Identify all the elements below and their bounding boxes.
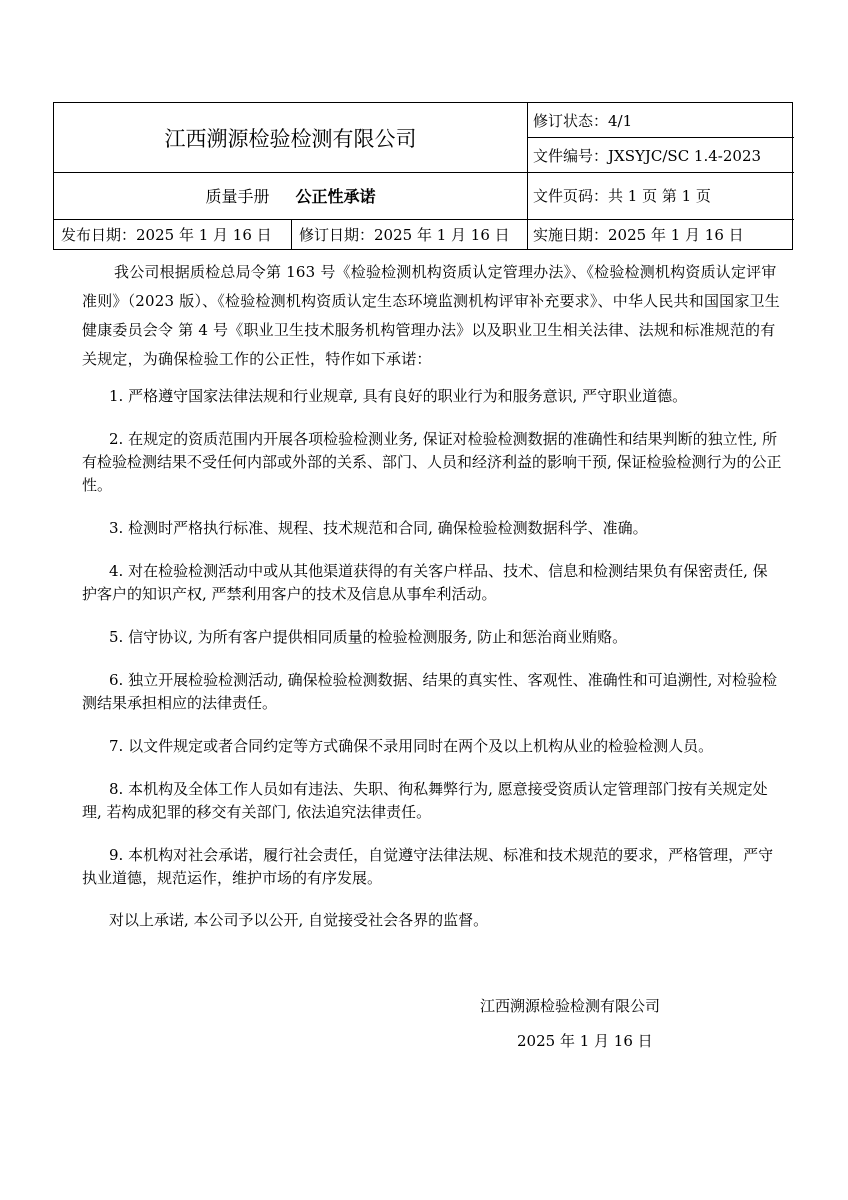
signature-company: 江西溯源检验检测有限公司 xyxy=(480,997,661,1015)
commitment-item: 8. 本机构及全体工作人员如有违法、失职、徇私舞弊行为, 愿意接受资质认定管理部门按有关规定处理, 若构成犯罪的移交有关部门, 依法追究法律责任。 xyxy=(82,780,768,821)
commitment-item: 5. 信守协议, 为所有客户提供相同质量的检验检测服务, 防止和惩治商业贿赂。 xyxy=(109,628,628,646)
signature-date: 2025 年 1 月 16 日 xyxy=(517,1032,653,1050)
manual-title-row xyxy=(54,172,527,219)
commitment-item: 2. 在规定的资质范围内开展各项检验检测业务, 保证对检验检测数据的准确性和结果判断的独立性, 所有检验检测结果不受任何内部或外部的关系、部门、人员和经济利益的影响干预, 保证检验检测行为的公正性。 xyxy=(82,430,782,494)
effective-date: 实施日期：2025 年 1 月 16 日 xyxy=(533,226,744,244)
commitment-item: 7. 以文件规定或者合同约定等方式确保不录用同时在两个及以上机构从业的检验检测人员。 xyxy=(109,737,714,755)
revision-date: 修订日期：2025 年 1 月 16 日 xyxy=(299,226,510,244)
document-header-table xyxy=(53,102,793,250)
commitment-item: 3. 检测时严格执行标准、规程、技术规范和合同, 确保检验检测数据科学、准确。 xyxy=(109,519,648,537)
commitment-body xyxy=(82,258,782,932)
document-number: 文件编号：JXSYJC/SC 1.4-2023 xyxy=(533,146,762,165)
commitment-item: 1. 严格遵守国家法律法规和行业规章, 具有良好的职业行为和服务意识, 严守职业道德。 xyxy=(109,387,688,405)
revision-status: 修订状态：4/1 xyxy=(533,111,633,130)
issue-date: 发布日期：2025 年 1 月 16 日 xyxy=(61,226,272,244)
commitment-item: 4. 对在检验检测活动中或从其他渠道获得的有关客户样品、技术、信息和检测结果负有保密责任, 保护客户的知识产权, 严禁利用客户的技术及信息从事牟利活动。 xyxy=(82,562,768,603)
page-info: 文件页码：共 1 页 第 1 页 xyxy=(533,187,711,205)
intro-paragraph: 我公司根据质检总局令第 163 号《检验检测机构资质认定管理办法》、《检验检测机构资质认定评审准则》（2023 版）、《检验检测机构资质认定生态环境监测机构评审补充要求》、中华人民共和国国家卫生健康委员会令 第 4 号《职业卫生技术服务机构管理办法》以及职业卫生相关法律、法规和标准规范的有关规定，为确保检验工作的公正性，特作如下承诺： xyxy=(82,263,780,368)
commitment-item: 9. 本机构对社会承诺，履行社会责任，自觉遵守法律法规、标准和技术规范的要求，严格管理，严守执业道德，规范运作，维护市场的有序发展。 xyxy=(82,846,774,887)
manual-title: 公正性承诺 xyxy=(295,187,376,206)
closing-paragraph: 对以上承诺, 本公司予以公开, 自觉接受社会各界的监督。 xyxy=(109,911,489,929)
company-name: 江西溯源检验检测有限公司 xyxy=(164,126,417,151)
manual-label: 质量手册 xyxy=(205,187,270,206)
commitment-item: 6. 独立开展检验检测活动, 确保检验检测数据、结果的真实性、客观性、准确性和可追溯性, 对检验检测结果承担相应的法律责任。 xyxy=(82,671,778,712)
